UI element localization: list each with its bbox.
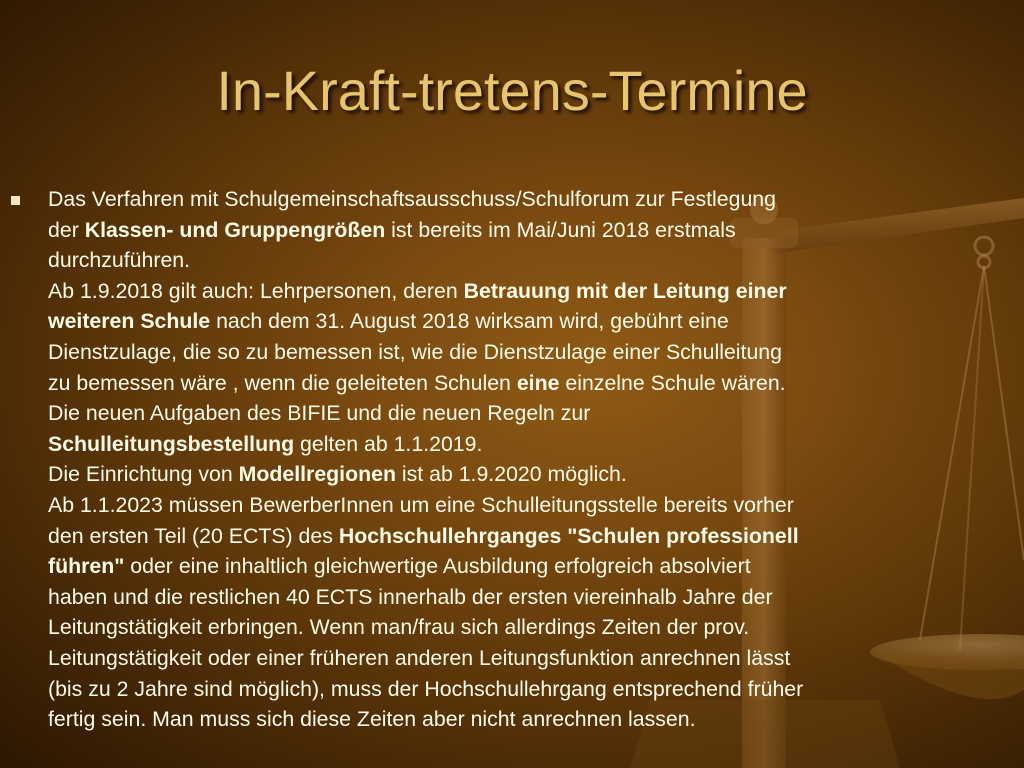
bold-text-segment: Modellregionen (238, 462, 396, 487)
text-segment: nach dem 31. August 2018 wirksam wird, gebührt eine Dienstzulage, die so zu bemessen ist, wie die Dienstzulage einer Schulleitung zu bemessen wäre , wenn die geleiteten Schulen (48, 309, 782, 395)
text-segment: einzelne Schule wären. Die neuen Aufgaben des BIFIE und die neuen Regeln zur (48, 370, 786, 426)
slide-body-text (48, 184, 968, 735)
bold-text-segment: Betrauung mit der Leitung einer weiteren Schule (48, 278, 787, 334)
text-segment: ist bereits im Mai/Juni 2018 erstmals durchzuführen. Ab 1.9.2018 gilt auch: Lehrpersonen, deren (48, 217, 736, 303)
bold-text-segment: Schulleitungsbestellung (48, 431, 295, 456)
text-segment: ist ab 1.9.2020 möglich. Ab 1.1.2023 müssen BewerberInnen um eine Schulleitungsstelle bereits vorher den ersten Teil (20 ECTS) des (48, 462, 794, 548)
text-segment: gelten ab 1.1.2019. Die Einrichtung von (48, 431, 483, 487)
text-segment: Das Verfahren mit Schulgemeinschaftsausschuss/Schulforum zur Festlegung der (48, 187, 776, 242)
bold-text-segment: Hochschullehrganges "Schulen professionell führen" (48, 523, 799, 579)
square-bullet-icon (11, 196, 20, 205)
slide-title: In-Kraft-tretens-Termine (216, 59, 808, 122)
text-segment: oder eine inhaltlich gleichwertige Ausbildung erfolgreich absolviert haben und die restlichen 40 ECTS innerhalb der ersten viereinhalb Jahre der Leitungstätigkeit erbringen. Wenn man/frau sich allerdings Zeiten der prov. Leitungstätigkeit oder einer früheren anderen Leitungsfunktion anrechnen lässt (bis zu 2 Jahre sind möglich), muss der Hochschullehrgang entsprechend früher fertig sein. Man muss sich diese Zeiten aber nicht anrechnen lassen. (48, 554, 804, 732)
bold-text-segment: eine (516, 370, 560, 395)
bold-text-segment: Klassen- und Gruppengrößen (84, 217, 386, 242)
